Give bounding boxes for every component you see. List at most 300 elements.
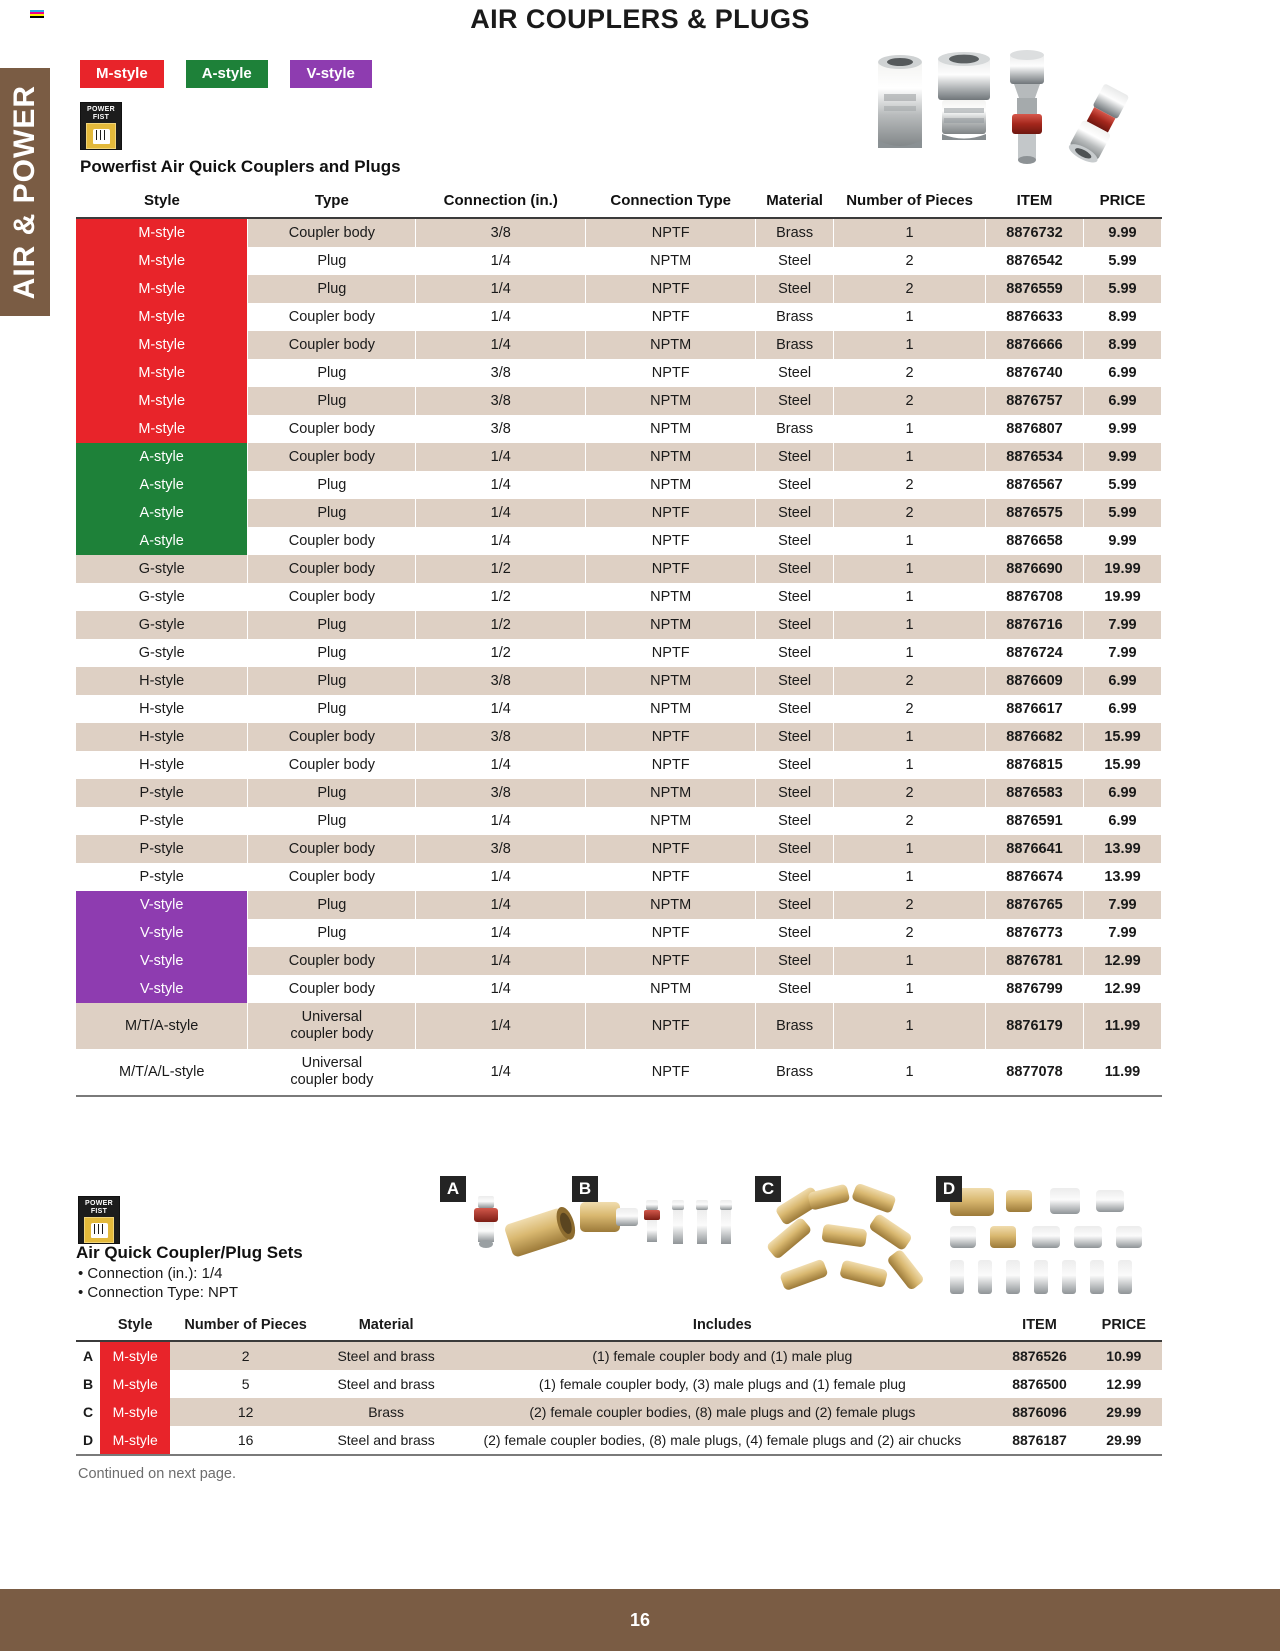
photo-badge-d <box>936 1176 962 1202</box>
cell-price: 11.99 <box>1083 1049 1161 1096</box>
cell-connection: 1/4 <box>416 247 586 275</box>
cell-style: A-style <box>76 443 248 471</box>
cell-price: 19.99 <box>1083 555 1161 583</box>
cell-item: 8877078 <box>986 1049 1084 1096</box>
cell-type: Plug <box>248 639 416 667</box>
cell-style: M-style <box>76 303 248 331</box>
cell-item: 8876674 <box>986 863 1084 891</box>
cell-connection-type: NPTF <box>586 527 756 555</box>
cell-type: Plug <box>248 667 416 695</box>
cell-style: M-style <box>76 275 248 303</box>
cell-price: 6.99 <box>1083 667 1161 695</box>
cell-price: 15.99 <box>1083 751 1161 779</box>
cell-item: 8876815 <box>986 751 1084 779</box>
cell-pieces: 2 <box>170 1341 321 1370</box>
legend-chip-v-style <box>290 60 372 88</box>
cell-item: 8876765 <box>986 891 1084 919</box>
cell-letter: A <box>76 1341 100 1370</box>
table-row <box>76 499 1162 527</box>
cell-price: 12.99 <box>1086 1370 1162 1398</box>
cell-type: Coupler body <box>248 947 416 975</box>
powerfist-fist-icon <box>86 123 116 149</box>
cell-type: Coupler body <box>248 863 416 891</box>
powerfist-logo-sets <box>78 1196 120 1244</box>
cell-material: Brass <box>756 1049 834 1096</box>
cell-connection: 1/4 <box>416 751 586 779</box>
cell-connection: 1/4 <box>416 975 586 1003</box>
table-row <box>76 639 1162 667</box>
cell-material: Brass <box>756 415 834 443</box>
table-row <box>76 807 1162 835</box>
cell-type: Plug <box>248 807 416 835</box>
cell-material: Steel <box>756 807 834 835</box>
cell-item: 8876666 <box>986 331 1084 359</box>
sets-table-row <box>76 1370 1162 1398</box>
cell-pieces: 2 <box>834 499 986 527</box>
cell-style: M-style <box>100 1341 170 1370</box>
cell-item: 8876641 <box>986 835 1084 863</box>
photo-badge-label: A <box>446 1179 460 1198</box>
cell-item: 8876773 <box>986 919 1084 947</box>
cell-price: 8.99 <box>1083 303 1161 331</box>
cell-pieces: 2 <box>834 387 986 415</box>
cell-connection: 1/4 <box>416 1003 586 1049</box>
cell-connection-type: NPTM <box>586 387 756 415</box>
table-row <box>76 667 1162 695</box>
cell-material: Steel <box>756 443 834 471</box>
cell-price: 5.99 <box>1083 499 1161 527</box>
cell-item: 8876708 <box>986 583 1084 611</box>
cell-material: Steel <box>756 275 834 303</box>
cell-style: V-style <box>76 919 248 947</box>
category-side-tab-label: AIR & POWER <box>8 84 41 300</box>
cell-pieces: 1 <box>834 415 986 443</box>
cell-item: 8876187 <box>993 1426 1085 1455</box>
col-material: Material <box>756 186 834 218</box>
cell-connection-type: NPTM <box>586 891 756 919</box>
cell-connection-type: NPTF <box>586 751 756 779</box>
table-header-row <box>76 186 1162 218</box>
cell-connection: 3/8 <box>416 359 586 387</box>
cell-type: Coupler body <box>248 218 416 247</box>
cell-item: 8876658 <box>986 527 1084 555</box>
cell-price: 9.99 <box>1083 443 1161 471</box>
cell-pieces: 1 <box>834 555 986 583</box>
cell-price: 8.99 <box>1083 331 1161 359</box>
cell-material: Steel <box>756 471 834 499</box>
photo-badge-label: B <box>578 1179 592 1198</box>
col-includes: Includes <box>451 1312 993 1341</box>
cell-material: Steel <box>756 723 834 751</box>
cell-material: Brass <box>756 218 834 247</box>
cell-price: 15.99 <box>1083 723 1161 751</box>
cell-style: M-style <box>76 387 248 415</box>
cell-connection: 1/4 <box>416 1049 586 1096</box>
cell-material: Steel <box>756 499 834 527</box>
cell-style: M/T/A/L-style <box>76 1049 248 1096</box>
cell-pieces: 16 <box>170 1426 321 1455</box>
table-row <box>76 723 1162 751</box>
legend-chip-a-style <box>186 60 268 88</box>
table-row <box>76 891 1162 919</box>
cell-price: 12.99 <box>1083 975 1161 1003</box>
cell-connection-type: NPTF <box>586 303 756 331</box>
cell-material: Steel <box>756 611 834 639</box>
cell-pieces: 2 <box>834 275 986 303</box>
cell-connection: 1/4 <box>416 275 586 303</box>
cell-material: Steel <box>756 359 834 387</box>
cell-price: 6.99 <box>1083 387 1161 415</box>
cell-type: Coupler body <box>248 443 416 471</box>
cell-connection: 1/4 <box>416 527 586 555</box>
cell-includes: (2) female coupler bodies, (8) male plugs, (4) female plugs and (2) air chucks <box>451 1426 993 1455</box>
sets-photo-strip <box>430 1176 1170 1306</box>
col-price: PRICE <box>1086 1312 1162 1341</box>
cell-item: 8876682 <box>986 723 1084 751</box>
cell-item: 8876179 <box>986 1003 1084 1049</box>
cell-type: Coupler body <box>248 415 416 443</box>
cell-style: M-style <box>76 415 248 443</box>
legend-chip-label: A-style <box>201 65 252 82</box>
cell-price: 7.99 <box>1083 639 1161 667</box>
powerfist-logo <box>80 102 122 150</box>
cell-price: 7.99 <box>1083 891 1161 919</box>
cell-connection: 3/8 <box>416 835 586 863</box>
cell-material: Brass <box>756 303 834 331</box>
cell-connection: 1/2 <box>416 639 586 667</box>
hero-product-photo <box>868 48 1168 173</box>
photo-badge-label: C <box>761 1179 775 1198</box>
cell-material: Brass <box>321 1398 451 1426</box>
cell-connection-type: NPTF <box>586 947 756 975</box>
page-title: AIR COUPLERS & PLUGS <box>470 4 810 34</box>
cell-type: Plug <box>248 695 416 723</box>
page-number: 16 <box>629 1609 651 1630</box>
cell-style: H-style <box>76 751 248 779</box>
cell-style: P-style <box>76 863 248 891</box>
cell-connection: 1/4 <box>416 471 586 499</box>
sets-spec-connection-type: • Connection Type: NPT <box>78 1283 238 1302</box>
cell-price: 13.99 <box>1083 835 1161 863</box>
section-heading-sets: Air Quick Coupler/Plug Sets <box>76 1243 303 1262</box>
cell-item: 8876724 <box>986 639 1084 667</box>
category-side-tab <box>0 68 50 316</box>
cell-style: A-style <box>76 471 248 499</box>
col-material: Material <box>321 1312 451 1341</box>
col-item: ITEM <box>986 186 1084 218</box>
cell-style: G-style <box>76 555 248 583</box>
cell-connection: 1/4 <box>416 919 586 947</box>
cell-connection-type: NPTM <box>586 415 756 443</box>
cell-connection-type: NPTF <box>586 1049 756 1096</box>
cell-letter: B <box>76 1370 100 1398</box>
cell-type: Coupler body <box>248 723 416 751</box>
cell-pieces: 2 <box>834 471 986 499</box>
style-legend <box>80 60 372 88</box>
cell-pieces: 1 <box>834 751 986 779</box>
cell-style: G-style <box>76 639 248 667</box>
cell-type: Plug <box>248 247 416 275</box>
sets-table-row <box>76 1426 1162 1455</box>
cell-pieces: 1 <box>834 331 986 359</box>
cell-connection: 1/4 <box>416 807 586 835</box>
cell-item: 8876807 <box>986 415 1084 443</box>
cell-item: 8876633 <box>986 303 1084 331</box>
cell-connection-type: NPTF <box>586 919 756 947</box>
cell-connection-type: NPTM <box>586 667 756 695</box>
cell-item: 8876500 <box>993 1370 1085 1398</box>
cell-connection-type: NPTF <box>586 499 756 527</box>
cell-item: 8876534 <box>986 443 1084 471</box>
cell-price: 5.99 <box>1083 275 1161 303</box>
cell-price: 12.99 <box>1083 947 1161 975</box>
cell-style: M-style <box>76 218 248 247</box>
cell-connection: 3/8 <box>416 667 586 695</box>
cell-price: 9.99 <box>1083 415 1161 443</box>
cell-pieces: 1 <box>834 1003 986 1049</box>
cell-price: 9.99 <box>1083 527 1161 555</box>
cell-pieces: 1 <box>834 1049 986 1096</box>
photo-badge-c <box>755 1176 781 1202</box>
col-type: Type <box>248 186 416 218</box>
cell-item: 8876609 <box>986 667 1084 695</box>
table-row <box>76 471 1162 499</box>
cell-includes: (1) female coupler body, (3) male plugs and (1) female plug <box>451 1370 993 1398</box>
cell-material: Steel and brass <box>321 1370 451 1398</box>
cell-price: 29.99 <box>1086 1426 1162 1455</box>
table-row <box>76 779 1162 807</box>
page-footer <box>0 1589 1280 1651</box>
cell-pieces: 5 <box>170 1370 321 1398</box>
cell-pieces: 1 <box>834 947 986 975</box>
cell-includes: (1) female coupler body and (1) male plug <box>451 1341 993 1370</box>
cell-material: Steel <box>756 975 834 1003</box>
cell-connection-type: NPTF <box>586 835 756 863</box>
cell-pieces: 1 <box>834 863 986 891</box>
cell-type: Coupler body <box>248 835 416 863</box>
table-row <box>76 1049 1162 1096</box>
cell-material: Steel <box>756 863 834 891</box>
cell-item: 8876559 <box>986 275 1084 303</box>
cell-price: 11.99 <box>1083 1003 1161 1049</box>
section-heading-couplers: Powerfist Air Quick Couplers and Plugs <box>80 157 401 176</box>
cell-style: P-style <box>76 779 248 807</box>
cell-type: Universal coupler body <box>248 1049 416 1096</box>
cell-letter: C <box>76 1398 100 1426</box>
cell-pieces: 1 <box>834 218 986 247</box>
cell-type: Universal coupler body <box>248 1003 416 1049</box>
cell-includes: (2) female coupler bodies, (8) male plugs and (2) female plugs <box>451 1398 993 1426</box>
cell-pieces: 12 <box>170 1398 321 1426</box>
powerfist-logo-line2: FIST <box>90 1207 108 1215</box>
cell-connection: 1/4 <box>416 331 586 359</box>
cell-pieces: 1 <box>834 611 986 639</box>
sets-spec-list <box>78 1264 238 1302</box>
cell-style: V-style <box>76 891 248 919</box>
col-price: PRICE <box>1083 186 1161 218</box>
legend-chip-m-style <box>80 60 164 88</box>
cell-style: A-style <box>76 499 248 527</box>
cell-item: 8876716 <box>986 611 1084 639</box>
cell-item: 8876781 <box>986 947 1084 975</box>
sets-spec-connection: • Connection (in.): 1/4 <box>78 1264 238 1283</box>
cell-material: Steel <box>756 695 834 723</box>
cell-style: G-style <box>76 583 248 611</box>
legend-chip-label: V-style <box>306 65 355 82</box>
table-row <box>76 555 1162 583</box>
cell-connection-type: NPTF <box>586 639 756 667</box>
cell-material: Steel <box>756 667 834 695</box>
cell-pieces: 1 <box>834 723 986 751</box>
cell-pieces: 1 <box>834 303 986 331</box>
cell-material: Steel and brass <box>321 1426 451 1455</box>
table-row <box>76 695 1162 723</box>
cell-connection-type: NPTM <box>586 471 756 499</box>
cell-item: 8876575 <box>986 499 1084 527</box>
cell-pieces: 1 <box>834 835 986 863</box>
cell-item: 8876526 <box>993 1341 1085 1370</box>
cell-connection-type: NPTF <box>586 863 756 891</box>
cell-style: V-style <box>76 975 248 1003</box>
cell-material: Steel <box>756 387 834 415</box>
cell-item: 8876617 <box>986 695 1084 723</box>
cell-type: Coupler body <box>248 331 416 359</box>
cell-connection-type: NPTM <box>586 443 756 471</box>
cell-style: H-style <box>76 667 248 695</box>
cell-connection: 1/4 <box>416 499 586 527</box>
cell-connection-type: NPTM <box>586 247 756 275</box>
cell-style: M-style <box>76 359 248 387</box>
col-style: Style <box>100 1312 170 1341</box>
table-row <box>76 583 1162 611</box>
cell-pieces: 2 <box>834 695 986 723</box>
photo-badge-a <box>440 1176 466 1202</box>
cell-connection-type: NPTM <box>586 331 756 359</box>
cell-price: 6.99 <box>1083 359 1161 387</box>
table-row <box>76 835 1162 863</box>
cell-material: Steel <box>756 247 834 275</box>
table-row <box>76 359 1162 387</box>
cell-price: 29.99 <box>1086 1398 1162 1426</box>
cell-pieces: 1 <box>834 527 986 555</box>
cell-type: Coupler body <box>248 303 416 331</box>
sets-table-row <box>76 1398 1162 1426</box>
cell-connection-type: NPTF <box>586 1003 756 1049</box>
cell-price: 6.99 <box>1083 695 1161 723</box>
cell-connection: 1/4 <box>416 891 586 919</box>
table-row <box>76 975 1162 1003</box>
cell-material: Steel and brass <box>321 1341 451 1370</box>
cell-style: M-style <box>100 1398 170 1426</box>
cell-price: 6.99 <box>1083 779 1161 807</box>
cell-type: Coupler body <box>248 751 416 779</box>
cell-material: Steel <box>756 947 834 975</box>
powerfist-fist-icon <box>84 1217 114 1243</box>
cell-connection: 1/2 <box>416 555 586 583</box>
cell-connection-type: NPTF <box>586 275 756 303</box>
table-row <box>76 947 1162 975</box>
cell-connection-type: NPTM <box>586 975 756 1003</box>
cell-type: Plug <box>248 471 416 499</box>
cell-pieces: 1 <box>834 443 986 471</box>
cell-material: Steel <box>756 835 834 863</box>
cell-price: 7.99 <box>1083 919 1161 947</box>
legend-chip-label: M-style <box>96 65 148 82</box>
cell-material: Steel <box>756 527 834 555</box>
cell-style: M-style <box>100 1426 170 1455</box>
powerfist-logo-line1: POWER <box>87 106 115 113</box>
table-row <box>76 1003 1162 1049</box>
cell-item: 8876757 <box>986 387 1084 415</box>
cell-material: Steel <box>756 779 834 807</box>
cell-type: Plug <box>248 387 416 415</box>
cell-connection-type: NPTF <box>586 555 756 583</box>
cell-pieces: 2 <box>834 919 986 947</box>
cell-item: 8876591 <box>986 807 1084 835</box>
cell-connection: 1/2 <box>416 611 586 639</box>
cell-item: 8876690 <box>986 555 1084 583</box>
cell-pieces: 2 <box>834 891 986 919</box>
cell-style: G-style <box>76 611 248 639</box>
cell-material: Steel <box>756 891 834 919</box>
table-row <box>76 919 1162 947</box>
cell-type: Plug <box>248 919 416 947</box>
cell-price: 13.99 <box>1083 863 1161 891</box>
couplers-table <box>76 186 1162 1097</box>
cell-pieces: 1 <box>834 583 986 611</box>
cell-item: 8876740 <box>986 359 1084 387</box>
cell-material: Steel <box>756 751 834 779</box>
sets-table-row <box>76 1341 1162 1370</box>
cell-connection: 3/8 <box>416 723 586 751</box>
table-row <box>76 611 1162 639</box>
cell-connection: 1/2 <box>416 583 586 611</box>
table-row <box>76 415 1162 443</box>
cell-connection-type: NPTF <box>586 723 756 751</box>
cell-type: Plug <box>248 359 416 387</box>
cell-type: Plug <box>248 275 416 303</box>
cell-item: 8876799 <box>986 975 1084 1003</box>
cell-style: M-style <box>76 247 248 275</box>
table-row <box>76 331 1162 359</box>
cell-pieces: 2 <box>834 779 986 807</box>
cell-material: Steel <box>756 919 834 947</box>
cell-material: Steel <box>756 583 834 611</box>
cell-pieces: 1 <box>834 639 986 667</box>
cell-material: Brass <box>756 1003 834 1049</box>
cell-material: Steel <box>756 639 834 667</box>
cell-connection-type: NPTM <box>586 779 756 807</box>
cell-type: Coupler body <box>248 527 416 555</box>
table-row <box>76 863 1162 891</box>
cell-pieces: 1 <box>834 975 986 1003</box>
table-row <box>76 218 1162 247</box>
cell-connection: 1/4 <box>416 303 586 331</box>
cell-price: 5.99 <box>1083 471 1161 499</box>
cell-connection-type: NPTM <box>586 695 756 723</box>
col-connection-type: Connection Type <box>586 186 756 218</box>
cell-connection: 1/4 <box>416 947 586 975</box>
cell-type: Plug <box>248 611 416 639</box>
col-pieces: Number of Pieces <box>170 1312 321 1341</box>
cell-pieces: 2 <box>834 667 986 695</box>
cell-price: 10.99 <box>1086 1341 1162 1370</box>
cell-item: 8876583 <box>986 779 1084 807</box>
cell-item: 8876096 <box>993 1398 1085 1426</box>
table-row <box>76 751 1162 779</box>
table-row <box>76 387 1162 415</box>
cell-item: 8876732 <box>986 218 1084 247</box>
